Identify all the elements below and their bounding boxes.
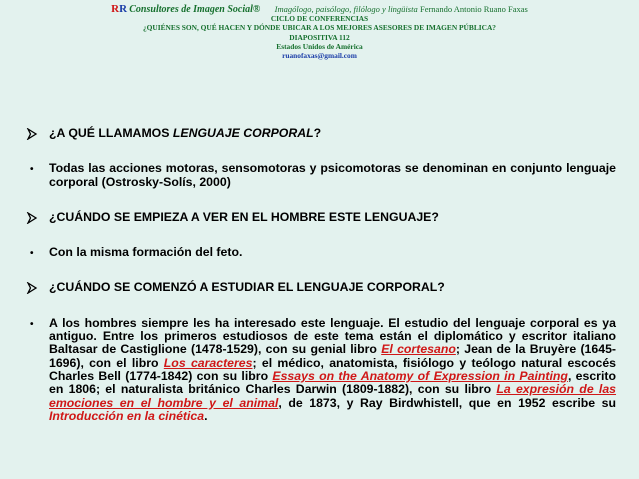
conference-title: ¿QUIÉNES SON, QUÉ HACEN Y DÓNDE UBICAR A LOS MEJORES ASESORES DE IMAGEN PÚBLICA? xyxy=(142,23,497,33)
brand-name: Consultores de Imagen Social® xyxy=(129,4,261,15)
arrow-bullet xyxy=(26,127,44,142)
question-text: ¿A QUÉ LLAMAMOS LENGUAJE CORPORAL? xyxy=(49,126,322,140)
arrow-right-icon xyxy=(26,212,38,224)
question-item xyxy=(26,127,616,140)
book-title: Introducción en la cinética xyxy=(49,408,205,423)
header-title-line xyxy=(0,5,639,14)
slide-header xyxy=(0,5,639,60)
book-title: Los caracteres xyxy=(163,355,253,370)
logo-letter-blue: R xyxy=(119,3,128,15)
answer-item xyxy=(26,246,616,259)
author-name: Fernando Antonio Ruano Faxas xyxy=(419,4,528,14)
conference-cycle: CICLO DE CONFERENCIAS xyxy=(270,14,369,24)
answer-text: Con la misma formación del feto. xyxy=(49,245,243,260)
country: Estados Unidos de América xyxy=(276,41,363,51)
question-item xyxy=(26,281,616,294)
slide-number: DIAPOSITIVA 112 xyxy=(289,32,350,42)
book-title: La expresión de las emociones en el hombre y el animal xyxy=(49,382,617,410)
bullet-dot-icon: • xyxy=(30,318,34,330)
question-text: ¿CUÁNDO SE EMPIEZA A VER EN EL HOMBRE ESTE LENGUAJE? xyxy=(49,209,439,224)
bullet-dot-icon: • xyxy=(30,248,34,260)
contact-email[interactable]: ruanofaxas@gmail.com xyxy=(282,51,357,61)
answer-text: Todas las acciones motoras, sensomotoras y psicomotoras se denominan en conjunto lenguaje corporal (Ostrosky-Solís, 2000) xyxy=(49,161,616,189)
book-title: El cortesano xyxy=(381,342,456,357)
answer-paragraph: A los hombres siempre les ha interesado este lenguaje. El estudio del lenguaje corporal es ya antiguo. Entre los primeros estudiosos de este tema están el diplomático y escritor italiano Baltasar de Castiglione (1478-1529), con su genial libro El cortesano; Jean de la Bruyère (1645-1696), con el libro Los caracteres; el médico, anatomista, fisiólogo y teólogo natural escocés Charles Bell (1774-1842) con su libro Essays on the Anatomy of Expression in Painting, escrito en 1806; el naturalista británico Charles Darwin (1809-1882), con su libro La expresión de las emociones en el hombre y el animal, de 1873, y Ray Birdwhistell, que en 1952 escribe su Introducción en la cinética. xyxy=(49,315,617,423)
logo-letter-red: R xyxy=(111,3,120,15)
arrow-right-icon xyxy=(26,282,38,294)
question-text: ¿CUÁNDO SE COMENZÓ A ESTUDIAR EL LENGUAJE CORPORAL? xyxy=(49,280,445,295)
arrow-right-icon xyxy=(26,128,38,140)
answer-item xyxy=(26,162,616,189)
arrow-bullet xyxy=(26,281,44,296)
answer-item xyxy=(26,317,616,423)
arrow-bullet xyxy=(26,211,44,226)
author-role: Imagólogo, paisólogo, filólogo y lingüista xyxy=(274,4,418,14)
bullet-dot-icon: • xyxy=(30,164,34,176)
book-title: Essays on the Anatomy of Expression in Painting xyxy=(272,368,568,383)
slide-body xyxy=(26,127,616,423)
question-item xyxy=(26,211,616,224)
